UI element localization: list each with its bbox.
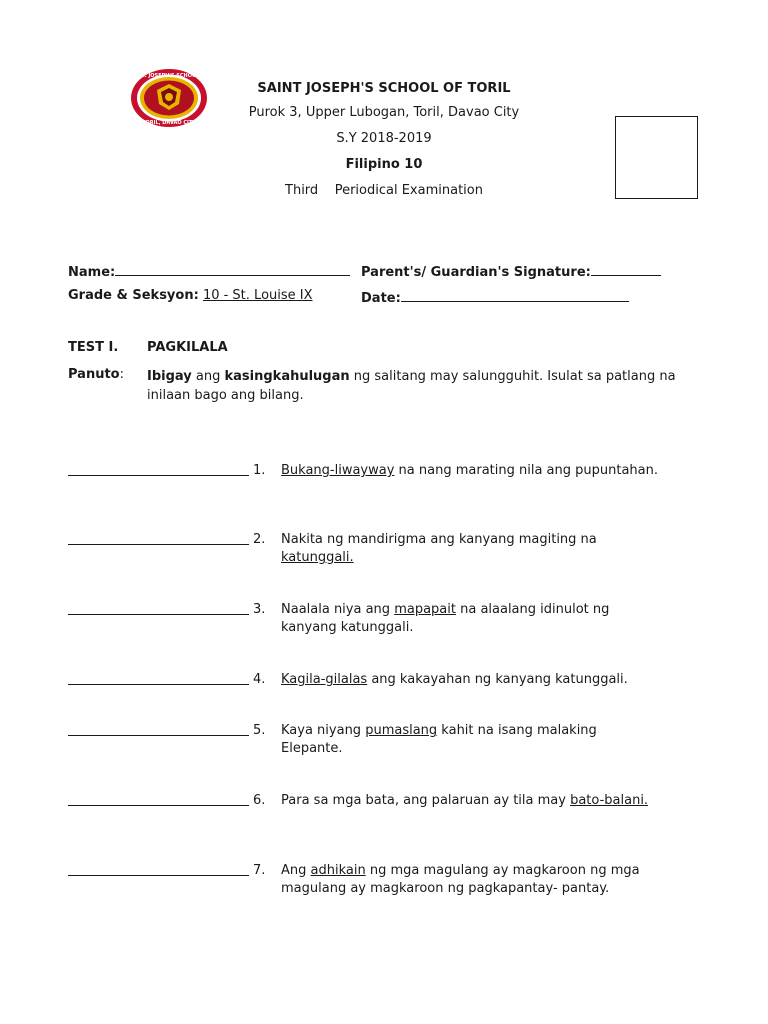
name-label: Name: bbox=[68, 265, 116, 280]
answer-blank[interactable] bbox=[68, 735, 249, 736]
answer-blank[interactable] bbox=[68, 875, 249, 876]
date-label: Date: bbox=[361, 291, 401, 306]
svg-text:ST. JOSEPH'S SCHOOL: ST. JOSEPH'S SCHOOL bbox=[138, 73, 200, 79]
question-text bbox=[281, 792, 661, 810]
text-before: Para sa mga bata, ang palaruan ay tila may bbox=[281, 793, 571, 808]
photo-box bbox=[615, 116, 698, 199]
underlined-word: Bukang-liwayway bbox=[281, 463, 395, 478]
text-before: Naalala niya ang bbox=[281, 602, 395, 617]
question-text bbox=[281, 722, 661, 758]
school-name: SAINT JOSEPH'S SCHOOL OF TORIL bbox=[257, 81, 511, 96]
answer-blank[interactable] bbox=[68, 614, 249, 615]
question-text bbox=[281, 462, 661, 480]
exam-title: Third Periodical Examination bbox=[285, 183, 483, 198]
instructions-colon: : bbox=[119, 367, 124, 382]
grade-label: Grade & Seksyon: bbox=[68, 288, 199, 303]
school-year: S.Y 2018-2019 bbox=[336, 131, 432, 146]
test-title: PAGKILALA bbox=[147, 340, 228, 355]
question-text bbox=[281, 671, 661, 689]
underlined-word: bato-balani. bbox=[570, 793, 649, 808]
text-after: ang kakayahan ng kanyang katunggali. bbox=[367, 672, 628, 687]
underlined-word: Kagila-gilalas bbox=[281, 672, 368, 687]
date-field[interactable] bbox=[361, 288, 629, 306]
underlined-word: mapapait bbox=[394, 602, 456, 617]
question-number: 3. bbox=[253, 602, 266, 617]
instructions-text-1: ang bbox=[191, 369, 225, 384]
signature-label: Parent's/ Guardian's Signature: bbox=[361, 265, 591, 280]
instructions-bold-ibigay: Ibigay bbox=[147, 369, 192, 384]
signature-blank[interactable] bbox=[591, 262, 661, 276]
text-before: Nakita ng mandirigma ang kanyang magiting na bbox=[281, 532, 597, 547]
text-after: ng mga magulang ay magkaroon ng mga magulang ay magkaroon ng pagkapantay- pantay. bbox=[281, 863, 640, 896]
question-number: 7. bbox=[253, 863, 266, 878]
text-before: Kaya niyang bbox=[281, 723, 366, 738]
text-after: kahit na isang malaking Elepante. bbox=[281, 723, 597, 756]
grade-value: 10 - St. Louise IX bbox=[202, 288, 313, 303]
instructions-text-2: ng salitang may salungguhit. Isulat sa patlang na inilaan bago ang bilang. bbox=[147, 369, 676, 403]
instructions-bold-kasingkahulugan: kasingkahulugan bbox=[224, 369, 350, 384]
subject-title: Filipino 10 bbox=[345, 157, 423, 172]
text-after: na nang marating nila ang pupuntahan. bbox=[394, 463, 659, 478]
answer-blank[interactable] bbox=[68, 684, 249, 685]
svg-text:TORIL, DAVAO CITY: TORIL, DAVAO CITY bbox=[142, 120, 196, 126]
text-before: Ang bbox=[281, 863, 311, 878]
signature-field[interactable] bbox=[361, 262, 661, 280]
grade-field bbox=[68, 288, 354, 303]
answer-blank[interactable] bbox=[68, 805, 249, 806]
question-number: 4. bbox=[253, 672, 266, 687]
answer-blank[interactable] bbox=[68, 544, 249, 545]
question-text bbox=[281, 862, 661, 898]
name-field[interactable] bbox=[68, 262, 350, 280]
instructions-text bbox=[147, 367, 707, 405]
instructions-label: Panuto bbox=[68, 367, 120, 382]
answer-blank[interactable] bbox=[68, 475, 249, 476]
underlined-word: adhikain bbox=[310, 863, 366, 878]
underlined-word: katunggali. bbox=[281, 550, 354, 565]
question-text bbox=[281, 601, 661, 637]
question-number: 5. bbox=[253, 723, 266, 738]
school-address: Purok 3, Upper Lubogan, Toril, Davao City bbox=[248, 105, 520, 120]
question-number: 2. bbox=[253, 532, 266, 547]
question-number: 1. bbox=[253, 463, 266, 478]
name-blank[interactable] bbox=[115, 262, 350, 276]
underlined-word: pumaslang bbox=[365, 723, 438, 738]
instructions-label-wrap bbox=[68, 367, 124, 382]
text-after: na alaalang idinulot ng kanyang katunggali. bbox=[281, 602, 610, 635]
question-text bbox=[281, 531, 661, 567]
date-blank[interactable] bbox=[401, 288, 629, 302]
question-number: 6. bbox=[253, 793, 266, 808]
test-label: TEST I. bbox=[68, 340, 119, 355]
